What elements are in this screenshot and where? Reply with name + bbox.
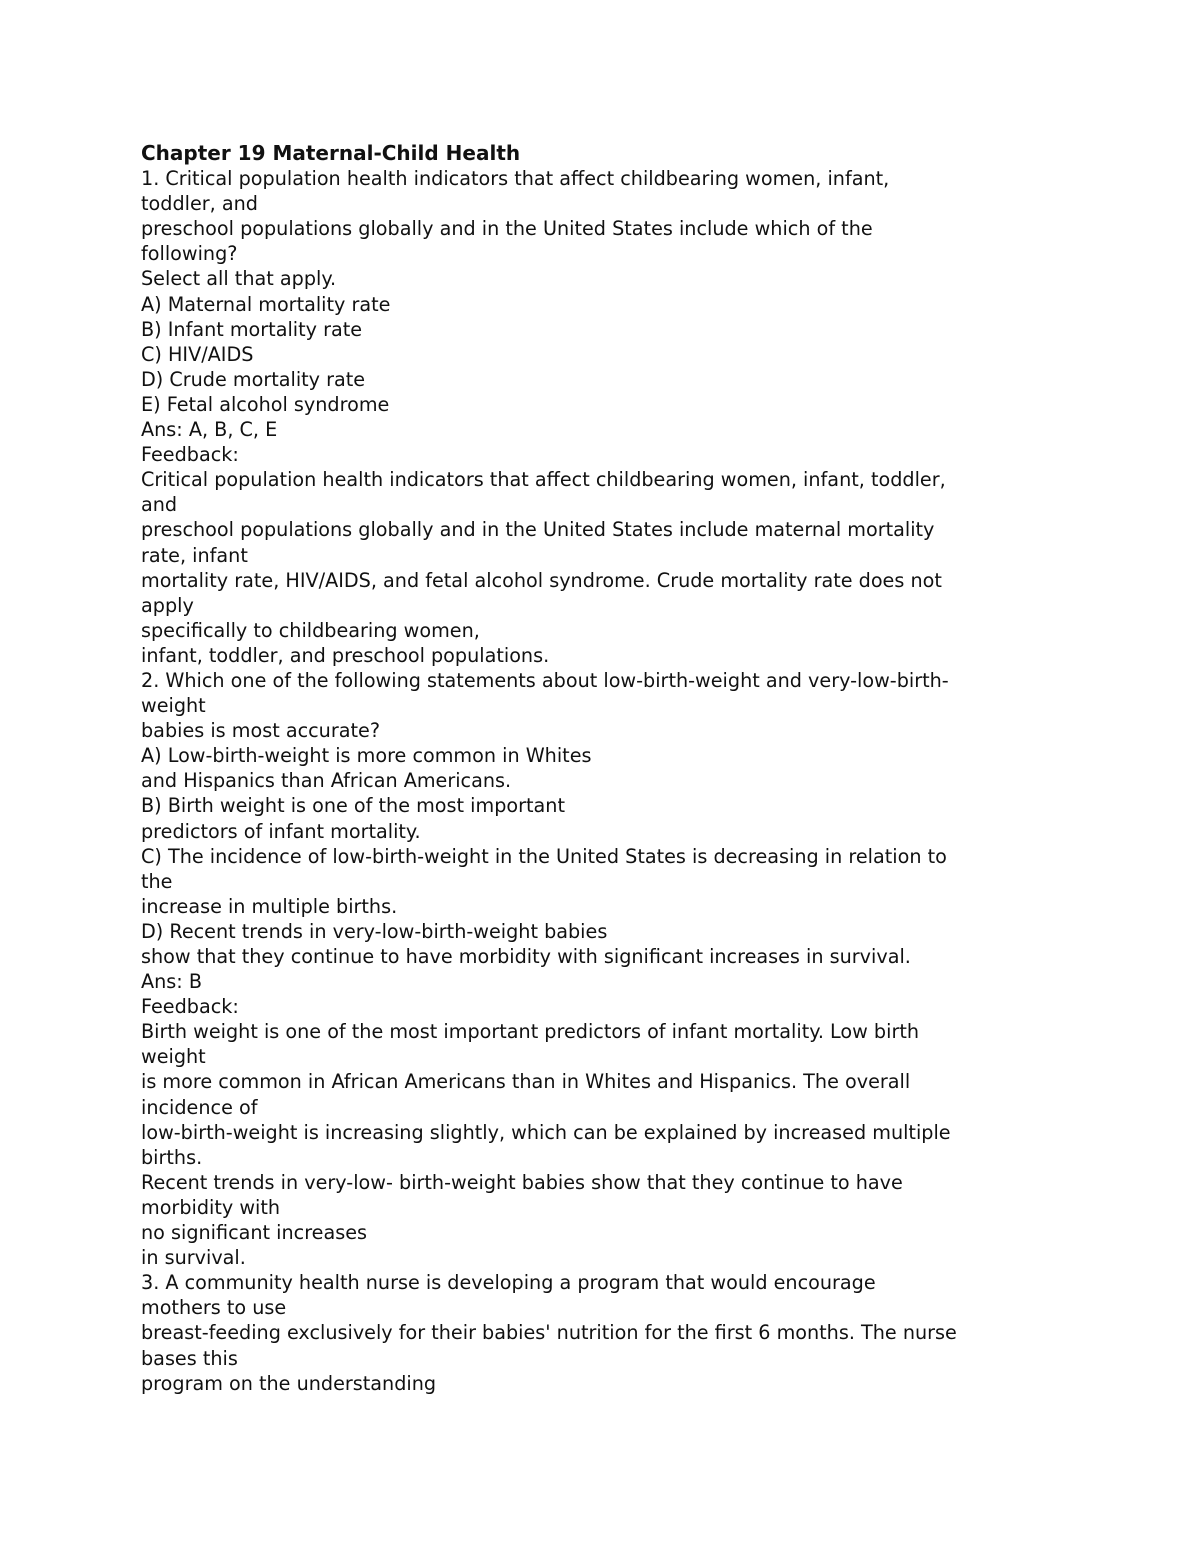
text-line: A) Maternal mortality rate [141,292,391,316]
text-line: no significant increases [141,1221,368,1245]
text-line: Ans: A, B, C, E [141,418,278,442]
text-line: apply [141,593,194,617]
text-line: toddler, and [141,192,258,216]
text-line: breast-feeding exclusively for their babies' nutrition for the first 6 months. The nurse [141,1321,957,1345]
text-line: Critical population health indicators that affect childbearing women, infant, toddler, [141,468,946,492]
text-line: predictors of infant mortality. [141,819,421,843]
text-line: B) Infant mortality rate [141,317,363,341]
text-line: weight [141,1045,206,1069]
text-line: incidence of [141,1095,258,1119]
text-line: A) Low-birth-weight is more common in Whites [141,744,592,768]
text-line: the [141,869,173,893]
text-line: Birth weight is one of the most important predictors of infant mortality. Low birth [141,1020,920,1044]
document-text [141,166,1081,1396]
text-line: is more common in African Americans than in Whites and Hispanics. The overall [141,1070,911,1094]
text-line: low-birth-weight is increasing slightly, which can be explained by increased multiple [141,1120,951,1144]
text-line: C) The incidence of low-birth-weight in the United States is decreasing in relation to [141,844,947,868]
text-line: in survival. [141,1246,246,1270]
text-line: Feedback: [141,995,239,1019]
text-line: Ans: B [141,970,203,994]
text-line: preschool populations globally and in the United States include which of the [141,217,873,241]
text-line: rate, infant [141,543,248,567]
text-line: specifically to childbearing women, [141,618,480,642]
document-title: Chapter 19 Maternal-Child Health [141,141,521,165]
document-body [141,141,1081,1396]
text-line: infant, toddler, and preschool populations. [141,643,550,667]
text-line: increase in multiple births. [141,894,398,918]
text-line: weight [141,694,206,718]
text-line: births. [141,1145,203,1169]
text-line: show that they continue to have morbidity with significant increases in survival. [141,945,911,968]
text-line: mortality rate, HIV/AIDS, and fetal alcohol syndrome. Crude mortality rate does not [141,568,942,592]
text-line: babies is most accurate? [141,719,381,743]
text-line: D) Recent trends in very-low-birth-weight babies [141,919,608,943]
text-line: D) Crude mortality rate [141,367,366,391]
text-line: bases this [141,1346,238,1370]
text-line: B) Birth weight is one of the most important [141,794,565,818]
text-line: Recent trends in very-low- birth-weight babies show that they continue to have [141,1170,903,1194]
text-line: program on the understanding [141,1371,437,1395]
text-line: mothers to use [141,1296,287,1320]
text-line: Feedback: [141,443,239,467]
text-line: morbidity with [141,1195,281,1219]
text-line: C) HIV/AIDS [141,342,254,366]
text-line: E) Fetal alcohol syndrome [141,392,390,416]
text-line: following? [141,242,238,266]
text-line: Select all that apply. [141,267,337,291]
text-line: 1. Critical population health indicators that affect childbearing women, infant, [141,167,890,191]
text-line: and Hispanics than African Americans. [141,769,512,793]
text-line: 3. A community health nurse is developing a program that would encourage [141,1271,876,1295]
text-line: 2. Which one of the following statements about low-birth-weight and very-low-birth- [141,668,949,692]
text-line: and [141,493,178,517]
text-line: preschool populations globally and in the United States include maternal mortality [141,518,935,542]
